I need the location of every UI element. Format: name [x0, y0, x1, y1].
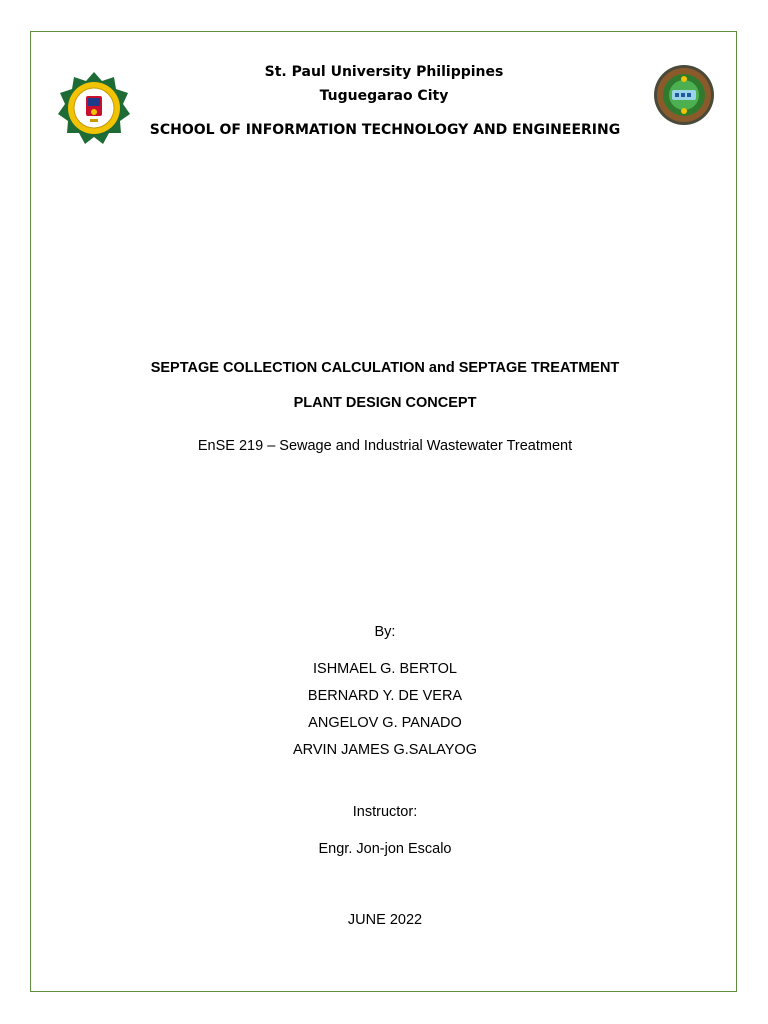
- author-name: ARVIN JAMES G.SALAYOG: [293, 742, 477, 758]
- university-city: Tuguegarao City: [319, 88, 449, 104]
- author-name: ISHMAEL G. BERTOL: [313, 661, 457, 677]
- document-title-line1: SEPTAGE COLLECTION CALCULATION and SEPTAGE TREATMENT: [150, 360, 620, 376]
- instructor-label: Instructor:: [352, 804, 418, 820]
- university-name: St. Paul University Philippines: [264, 64, 504, 80]
- authors-label: By:: [374, 624, 396, 640]
- author-name: ANGELOV G. PANADO: [308, 715, 462, 731]
- author-name: BERNARD Y. DE VERA: [307, 688, 463, 704]
- school-name: SCHOOL OF INFORMATION TECHNOLOGY AND ENGINEERING: [149, 122, 621, 138]
- course-name: EnSE 219 – Sewage and Industrial Wastewater Treatment: [197, 438, 573, 454]
- document-title-line2: PLANT DESIGN CONCEPT: [293, 395, 477, 411]
- instructor-name: Engr. Jon-jon Escalo: [318, 841, 452, 857]
- document-date: JUNE 2022: [347, 912, 423, 928]
